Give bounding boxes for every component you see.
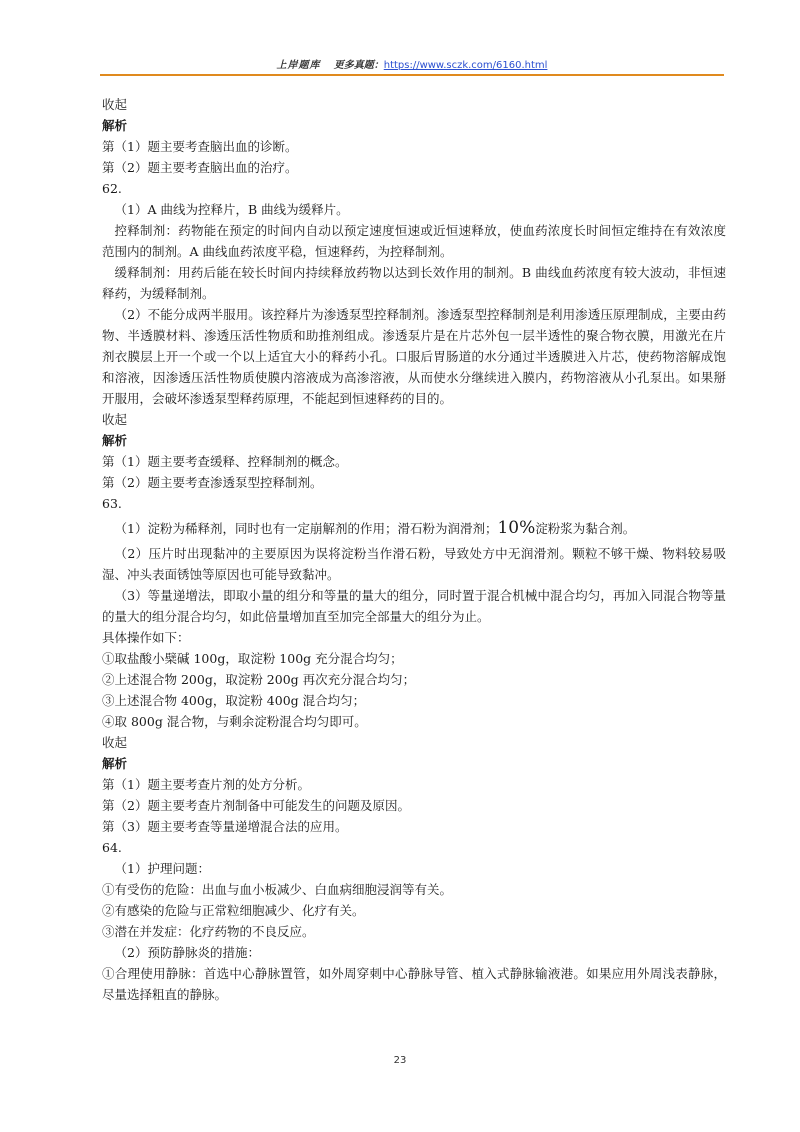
step-item: ④取 800g 混合物，与剩余淀粉混合均匀即可。 <box>102 714 367 729</box>
answer-paragraph: ①合理使用静脉：首选中心静脉置管，如外周穿刺中心静脉导管、植入式静脉输液港。如果应用外周浅表静脉，尽量选择粗直的静脉。 <box>102 966 726 1002</box>
answer-paragraph: （1）护理问题： <box>114 861 210 876</box>
answer-paragraph: （1）A 曲线为控释片，B 曲线为缓释片。 <box>114 202 349 217</box>
list-item: ②有感染的危险与正常粒细胞减少、化疗有关。 <box>102 903 365 918</box>
analysis-heading: 解析 <box>102 756 128 771</box>
answer-paragraph <box>102 514 726 543</box>
site-name: 上岸题库 <box>276 60 321 71</box>
answer-paragraph: （2）预防静脉炎的措施： <box>114 945 260 960</box>
collapse-link[interactable]: 收起 <box>102 412 128 427</box>
answer-paragraph: 缓释制剂：用药后能在较长时间内持续释放药物以达到长效作用的制剂。B 曲线血药浓度有较大波动，非恒速释药，为缓释制剂。 <box>102 265 726 301</box>
question-number: 63. <box>102 496 122 511</box>
analysis-line: 第（2）题主要考查渗透泵型控释制剂。 <box>102 475 323 490</box>
analysis-line: 第（2）题主要考查脑出血的治疗。 <box>102 160 298 175</box>
answer-text: 淀粉浆为黏合剂。 <box>535 521 636 536</box>
list-item: ①有受伤的危险：出血与血小板减少、白血病细胞浸润等有关。 <box>102 882 453 897</box>
collapse-link[interactable]: 收起 <box>102 97 128 112</box>
step-item: ②上述混合物 200g，取淀粉 200g 再次充分混合均匀； <box>102 672 416 687</box>
answer-paragraph: （3）等量递增法，即取小量的组分和等量的量大的组分，同时置于混合机械中混合均匀，再加入同混合物等量的量大的组分混合均匀，如此倍量增加直至加完全部量大的组分为止。 <box>102 588 726 624</box>
steps-title: 具体操作如下： <box>102 630 190 645</box>
analysis-heading: 解析 <box>102 433 128 448</box>
step-item: ①取盐酸小檗碱 100g，取淀粉 100g 充分混合均匀； <box>102 651 403 666</box>
question-number: 62. <box>102 181 122 196</box>
analysis-line: 第（3）题主要考查等量递增混合法的应用。 <box>102 819 348 834</box>
answer-text: （1）淀粉为稀释剂，同时也有一定崩解剂的作用；滑石粉为润滑剂； <box>114 521 498 536</box>
analysis-line: 第（1）题主要考查缓释、控释制剂的概念。 <box>102 454 348 469</box>
analysis-line: 第（2）题主要考查片剂制备中可能发生的问题及原因。 <box>102 798 410 813</box>
page-number: 23 <box>393 1055 407 1066</box>
answer-paragraph: 控释制剂：药物能在预定的时间内自动以预定速度恒速或近恒速释放，使血药浓度长时间恒定维持在有效浓度范围内的制剂。A 曲线血药浓度平稳，恒速释药，为控释制剂。 <box>102 223 726 259</box>
list-item: ③潜在并发症：化疗药物的不良反应。 <box>102 924 315 939</box>
answer-paragraph: （2）不能分成两半服用。该控释片为渗透泵型控释制剂。渗透泵型控释制剂是利用渗透压原理制成，主要由药物、半透膜材料、渗透压活性物质和助推剂组成。渗透泵片是在片芯外包一层半透性的聚合物衣膜，用激光在片剂衣膜层上开一个或一个以上适宜大小的释药小孔。口服后胃肠道的水分通过半透膜进入片芯，使药物溶解成饱和溶液，因渗透压活性物质使膜内溶液成为高渗溶液，从而使水分继续进入膜内，药物溶液从小孔泵出。如果掰开服用，会破坏渗透泵型释药原理，不能起到恒速释药的目的。 <box>102 307 726 406</box>
question-number: 64. <box>102 840 122 855</box>
source-link[interactable]: https://www.sczk.com/6160.html <box>383 60 548 71</box>
page-content <box>102 94 726 1005</box>
header-divider <box>100 74 724 76</box>
analysis-line: 第（1）题主要考查脑出血的诊断。 <box>102 139 298 154</box>
analysis-heading: 解析 <box>102 118 128 133</box>
answer-paragraph: （2）压片时出现黏冲的主要原因为误将淀粉当作滑石粉，导致处方中无润滑剂。颗粒不够干燥、物料较易吸湿、冲头表面锈蚀等原因也可能导致黏冲。 <box>102 546 726 582</box>
step-item: ③上述混合物 400g，取淀粉 400g 混合均匀； <box>102 693 366 708</box>
analysis-line: 第（1）题主要考查片剂的处方分析。 <box>102 777 310 792</box>
collapse-link[interactable]: 收起 <box>102 735 128 750</box>
percentage-value: 10% <box>497 518 536 538</box>
more-questions-label: 更多真题： <box>333 60 384 71</box>
page-header <box>100 56 724 76</box>
